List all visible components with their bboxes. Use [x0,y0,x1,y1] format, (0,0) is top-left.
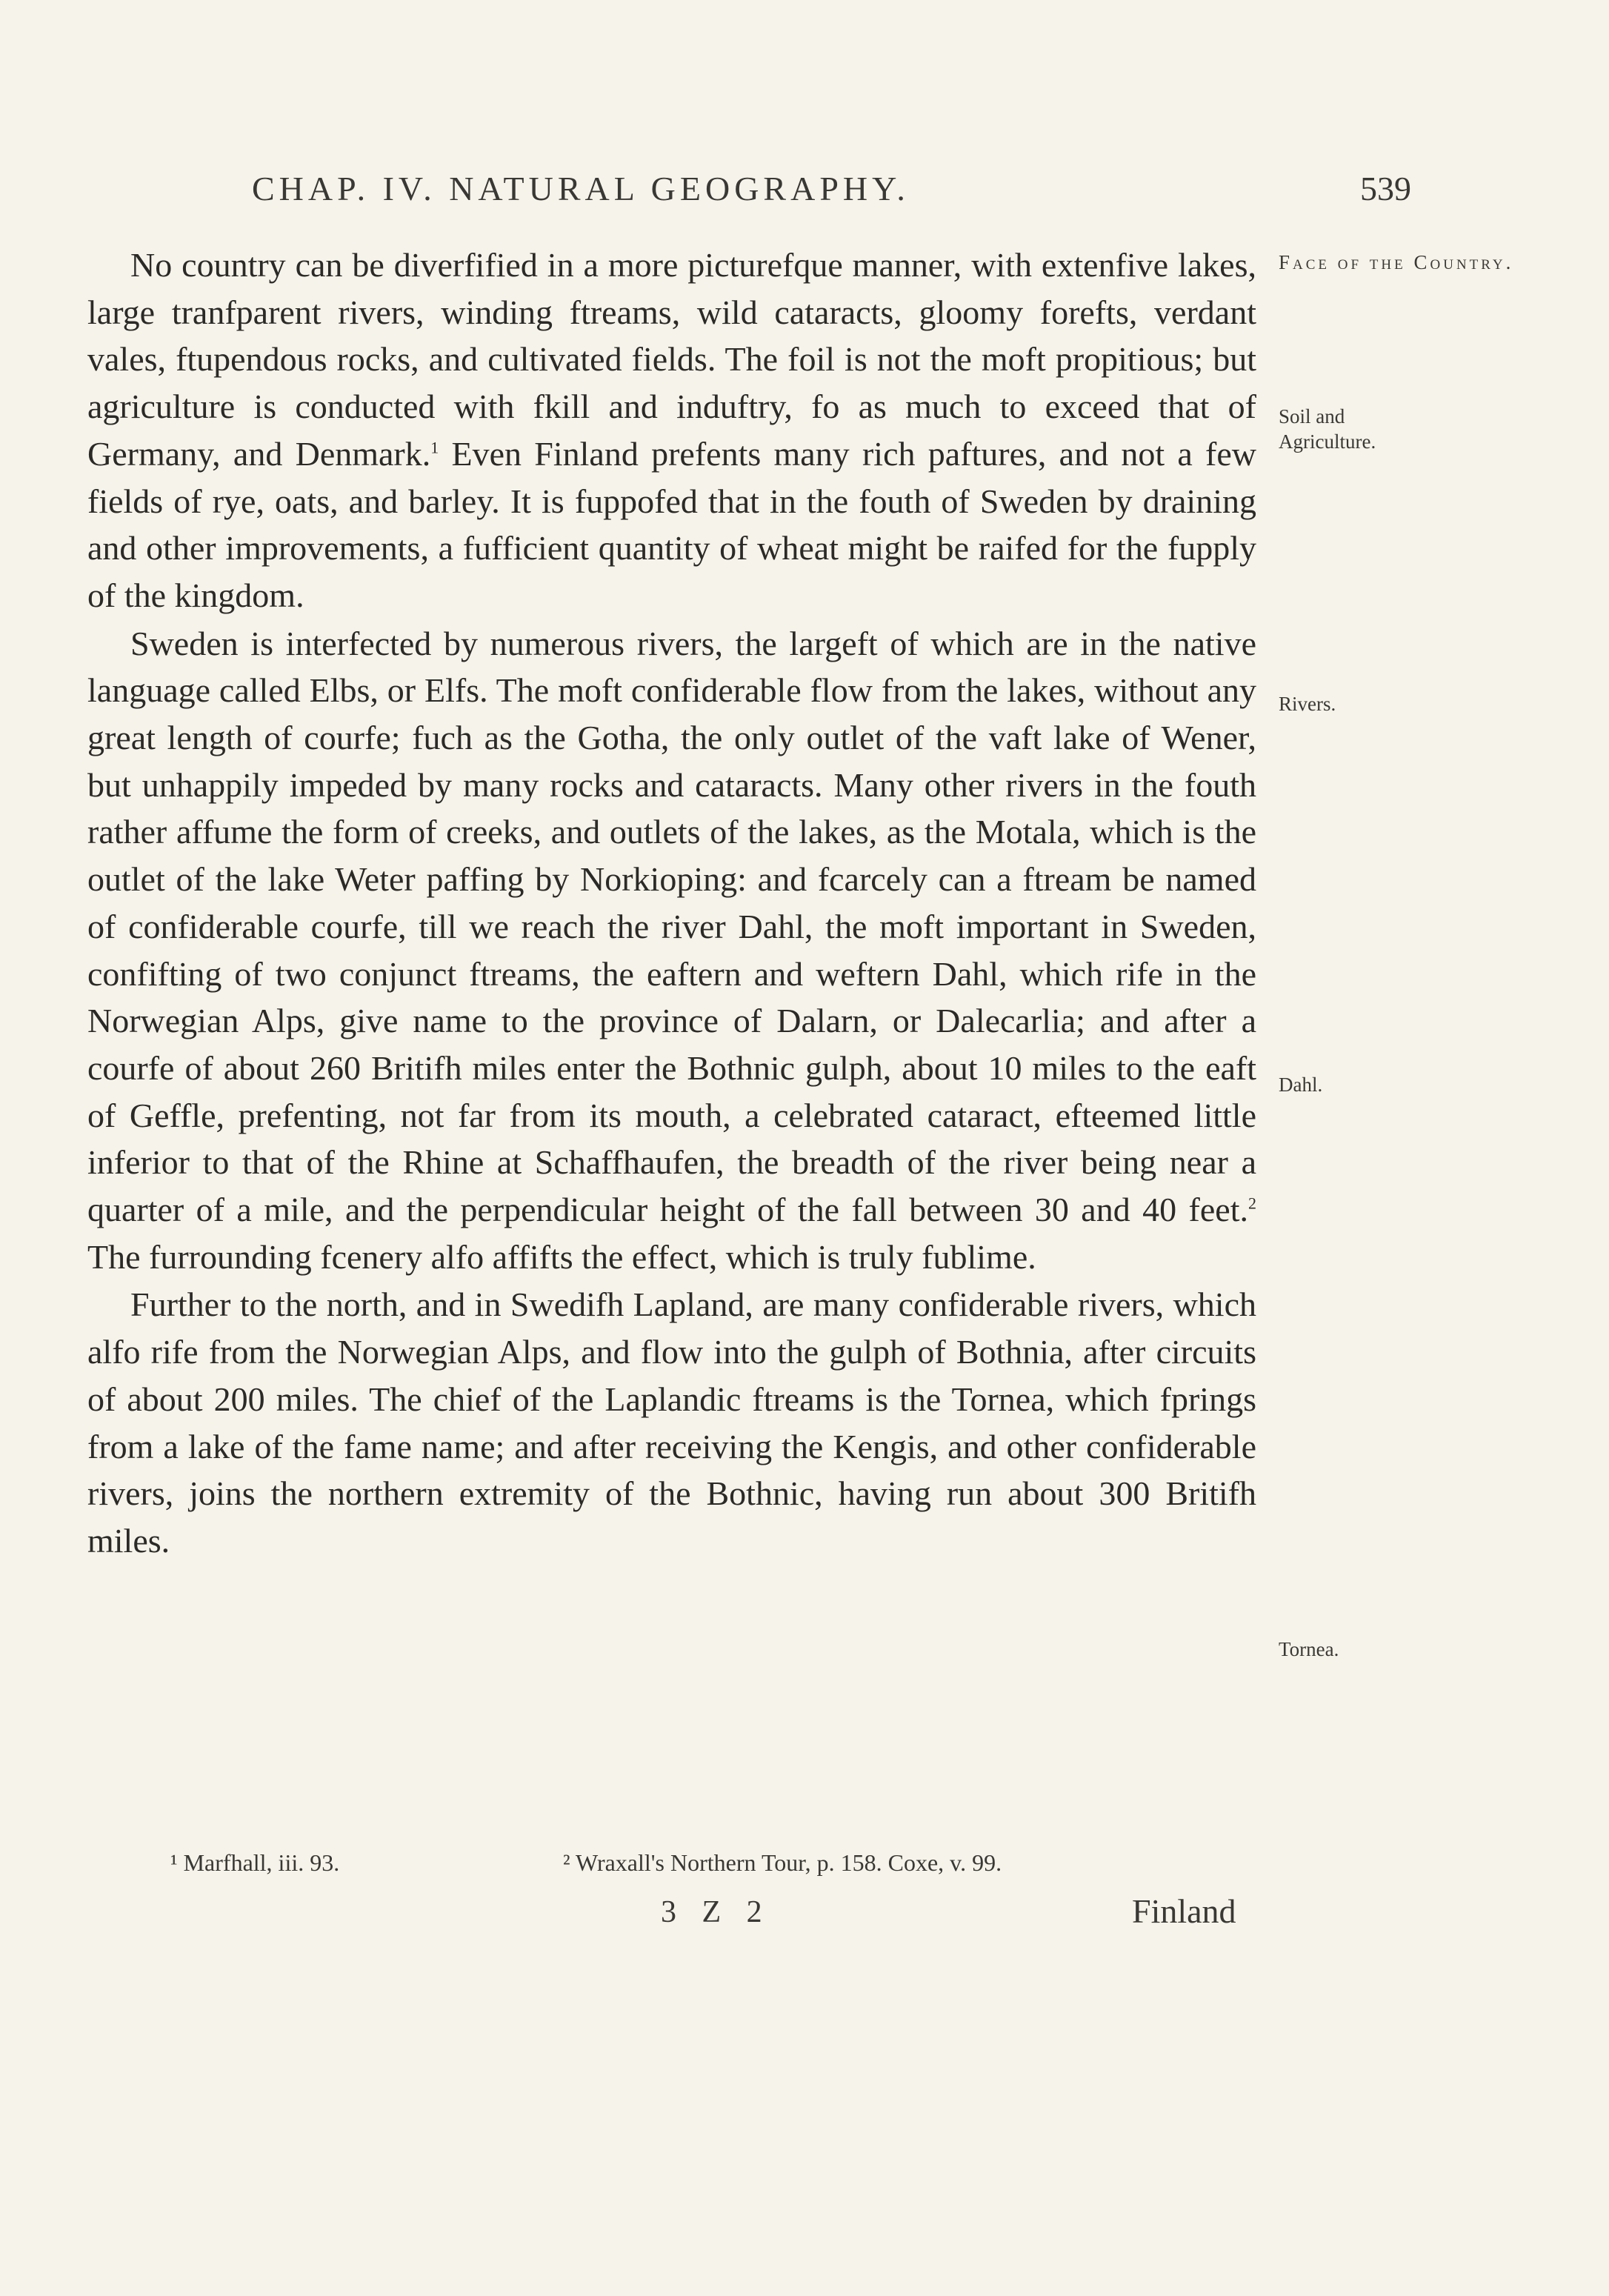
margin-note-soil: Soil and [1279,405,1345,427]
paragraph-rivers [87,620,1256,1281]
footnote-ref-2: 2 [1248,1194,1256,1213]
paragraph-text: Sweden is interfected by numerous rivers, the largeft of which are in the native language called Elbs, or Elfs. The moft confiderable flow from the lakes, without any great length of courfe; fuch as the Gotha, the only outlet of the vaft lake of Wener, but unhappily impeded by many rocks and cataracts. Many other rivers in the fouth rather affume the form of creeks, and outlets of the lakes, as the Motala, which is the outlet of the lake Weter paffing by Norkioping: and fcarcely can a ftream be named of confiderable courfe, till we reach the river Dahl, the moft important in Sweden, confifting of two conjunct ftreams, the eaftern and weftern Dahl, which rife in the Norwegian Alps, give name to the province of Dalarn, or Dalecarlia; and after a courfe of about 260 Britifh miles enter the Bothnic gulph, about 10 miles to the eaft of Geffle, prefenting, not far from its mouth, a celebrated cataract, efteemed little inferior to that of the Rhine at Schaffhaufen, the breadth of the river being near a quarter of a mile, and the perpendicular height of the fall between 30 and 40 feet. [87,624,1256,1229]
margin-note-dahl: Dahl. [1279,1074,1323,1096]
main-text [87,242,1256,1565]
catchword: Finland [1132,1892,1236,1930]
margin-note-rivers: Rivers. [1279,693,1336,715]
paragraph-face-of-country [87,242,1256,619]
paragraph-text: The furrounding fcenery alfo affifts the effect, which is truly fublime. [87,1237,1036,1276]
paragraph-lapland: Further to the north, and in Swedifh Lapland, are many confiderable rivers, which alfo rife from the Norwegian Alps, and flow into the gulph of Bothnia, after circuits of about 200 miles. The chief of the Laplandic ftreams is the Tornea, which fprings from a lake of the fame name; and after receiving the Kengis, and other confiderable rivers, joins the northern extremity of the Bothnic, having run about 300 Britifh miles. [87,1285,1256,1560]
page-number: 539 [1360,170,1411,207]
margin-note-face-of-country: Face of the Country. [1279,251,1514,273]
paragraph-text: Even Finland prefents many rich paftures, and not a few fields of rye, oats, and barley. It is fuppofed that in the fouth of Sweden by draining and other improvements, a fufficient quantity of wheat might be raifed for the fupply of the kingdom. [87,434,1256,614]
footnote-ref-1: 1 [430,438,439,457]
margin-note-tornea: Tornea. [1279,1638,1339,1660]
running-head: CHAP. IV. NATURAL GEOGRAPHY. [252,170,910,207]
margin-note-agriculture: Agriculture. [1279,430,1376,453]
footnote-2: ² Wraxall's Northern Tour, p. 158. Coxe, v. 99. [563,1849,1002,1876]
footnote-1: ¹ Marfhall, iii. 93. [170,1849,340,1876]
paragraph-text: No country can be diverfified in a more picturefque manner, with extenfive lakes, large tranfparent rivers, winding ftreams, wild cataracts, gloomy forefts, verdant vales, ftupendous rocks, and cultivated fields. The foil is not the moft propitious; but agriculture is conducted with fkill and induftry, fo as much to exceed that of Germany, and Denmark. [87,246,1256,473]
signature-mark: 3 Z 2 [661,1895,771,1929]
